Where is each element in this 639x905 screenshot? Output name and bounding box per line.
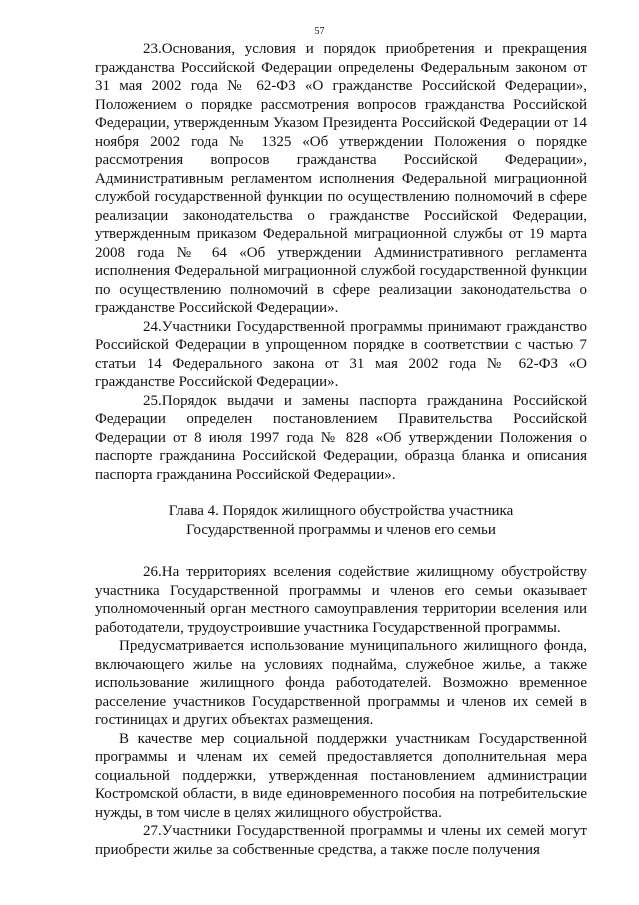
paragraph-text: Порядок выдачи и замены паспорта гражданина Российской Федерации определен постановлением Правительства Российской Федерации от 8 июля 1997 года № 828 «Об утверждении Положения о паспорте гражданина Российской Федерации, образца бланка и описания паспорта гражданина Российской Федерации». xyxy=(95,392,587,483)
paragraph-27 xyxy=(95,822,587,859)
paragraph-social-support xyxy=(95,730,587,823)
chapter-heading xyxy=(95,502,587,540)
chapter-heading-line-1: Глава 4. Порядок жилищного обустройства участника xyxy=(168,503,514,519)
paragraph-number: 27. xyxy=(143,823,162,839)
page-number: 57 xyxy=(314,26,325,37)
paragraph-number: 23. xyxy=(143,41,162,57)
paragraph-text: Участники Государственной программы принимают гражданство Российской Федерации в упрощенном порядке в соответствии с частью 7 статьи 14 Федерального закона от 31 мая 2002 года № 62-ФЗ «О гражданстве Российской Федерации». xyxy=(95,318,587,390)
paragraph-number: 24. xyxy=(143,318,162,335)
paragraph-text: Участники Государственной программы и члены их семей могут приобрести жилье за собственные средства, а также после получения xyxy=(95,823,587,858)
paragraph-text: Основания, условия и порядок приобретения и прекращения гражданства Российской Федерации определены Федеральным законом от 31 мая 2002 года № 62-ФЗ «О гражданстве Российской Федерации», Положением о порядке рассмотрения вопросов гражданства Российской Федерации, утвержденным Указом Президента Российской Федерации от 14 ноября 2002 года № 1325 «Об утверждении Положения о порядке рассмотрения вопросов гражданства Российской Федерации», Административным регламентом исполнения Федеральной миграционной службой государственной функции по осуществлению полномочий в сфере реализации законодательства о гражданстве Российской Федерации, утвержденным приказом Федеральной миграционной службы от 19 марта 2008 года № 64 «Об утверждении Административного регламента исполнения Федеральной миграционной службой государственной функции по осуществлению полномочий в сфере реализации законодательства о гражданстве Российской Федерации». xyxy=(95,41,587,316)
paragraph-number: 25. xyxy=(143,392,162,409)
paragraph-26 xyxy=(95,563,587,637)
chapter-heading-line-2: Государственной программы и членов его семьи xyxy=(186,522,496,538)
paragraph-housing-fund xyxy=(95,637,587,730)
paragraph-number: 26. xyxy=(143,564,162,580)
document-body xyxy=(95,40,587,859)
paragraph-25 xyxy=(95,392,587,485)
paragraph-text: В качестве мер социальной поддержки участникам Государственной программы и членам их семей предоставляется дополнительная мера социальной поддержки, утвержденная постановлением администрации Костромской области, в виде единовременного пособия на потребительские нужды, в том числе в целях жилищного обустройства. xyxy=(95,730,587,821)
paragraph-24 xyxy=(95,318,587,392)
paragraph-text: Предусматривается использование муниципального жилищного фонда, включающего жилье на условиях поднайма, служебное жилье, а также использование жилищного фонда работодателей. Возможно временное расселение участников Государственной программы и членов их семей в гостиницах и других объектах размещения. xyxy=(95,638,587,728)
paragraph-23 xyxy=(95,40,587,318)
paragraph-text: На территориях вселения содействие жилищному обустройству участника Государственной программы и членов его семьи оказывает уполномоченный орган местного самоуправления территории вселения или работодатели, трудоустроившие участника Государственной программы. xyxy=(95,564,587,636)
